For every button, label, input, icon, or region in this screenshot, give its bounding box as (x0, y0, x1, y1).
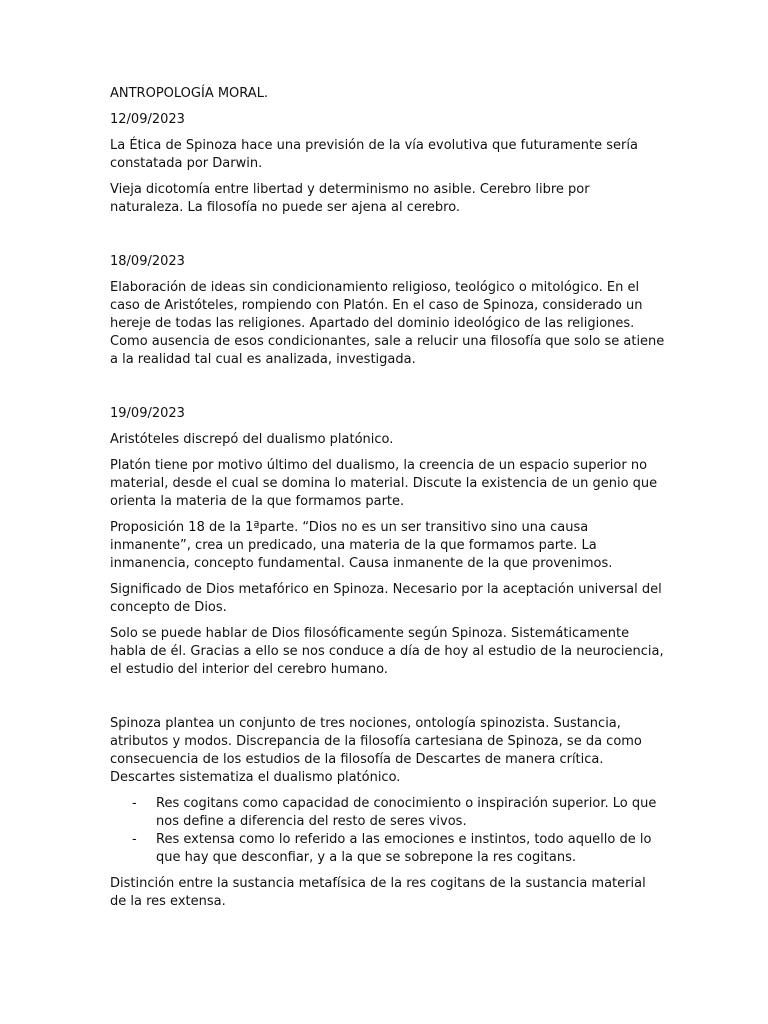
paragraph: Spinoza plantea un conjunto de tres nociones, ontología spinozista. Sustancia, atributos y modos. Discrepancia de la filosofía cartesiana de Spinoza, se da como consecuencia de los estudios de la filosofía de Descartes de manera crítica. Descartes sistematiza el dualismo platónico. (110, 716, 642, 785)
section-date: 12/09/2023 (110, 112, 185, 127)
paragraph: La Ética de Spinoza hace una previsión de la vía evolutiva que futuramente sería constatada por Darwin. (110, 138, 638, 171)
list-item (110, 831, 665, 867)
paragraph: Aristóteles discrepó del dualismo platónico. (110, 432, 394, 447)
dash-bullet-icon: - (132, 832, 137, 847)
list-item (110, 795, 665, 831)
bullet-list (110, 795, 665, 867)
paragraph: Significado de Dios metafórico en Spinoza. Necesario por la aceptación universal del concepto de Dios. (110, 582, 662, 615)
list-item-text: Res extensa como lo referido a las emociones e instintos, todo aquello de lo que hay que desconfiar, y a la que se sobrepone la res cogitans. (156, 832, 652, 865)
paragraph: Distinción entre la sustancia metafísica de la res cogitans de la sustancia material de la res extensa. (110, 876, 646, 909)
paragraph: Platón tiene por motivo último del dualismo, la creencia de un espacio superior no material, desde el cual se domina lo material. Discute la existencia de un genio que orienta la materia de la que formamos parte. (110, 458, 658, 509)
paragraph: Proposición 18 de la 1ªparte. “Dios no es un ser transitivo sino una causa inmanente”, crea un predicado, una materia de la que formamos parte. La inmanencia, concepto fundamental. Causa inmanente de la que provenimos. (110, 520, 613, 571)
paragraph: Solo se puede hablar de Dios filosóficamente según Spinoza. Sistemáticamente habla de él. Gracias a ello se nos conduce a día de hoy al estudio de la neurociencia, el estudio del interior del cerebro humano. (110, 626, 664, 677)
document-body (110, 85, 665, 919)
list-item-text: Res cogitans como capacidad de conocimiento o inspiración superior. Lo que nos define a diferencia del resto de seres vivos. (156, 796, 657, 829)
section-date: 18/09/2023 (110, 254, 185, 269)
paragraph: Elaboración de ideas sin condicionamiento religioso, teológico o mitológico. En el caso de Aristóteles, rompiendo con Platón. En el caso de Spinoza, considerado un hereje de todas las religiones. Apartado del dominio ideológico de las religiones. Como ausencia de esos condicionantes, sale a relucir una filosofía que solo se atiene a la realidad tal cual es analizada, investigada. (110, 280, 665, 367)
section-date: 19/09/2023 (110, 406, 185, 421)
paragraph: Vieja dicotomía entre libertad y determinismo no asible. Cerebro libre por naturaleza. La filosofía no puede ser ajena al cerebro. (110, 182, 590, 215)
document-title: ANTROPOLOGÍA MORAL. (110, 86, 269, 101)
dash-bullet-icon: - (132, 796, 137, 811)
